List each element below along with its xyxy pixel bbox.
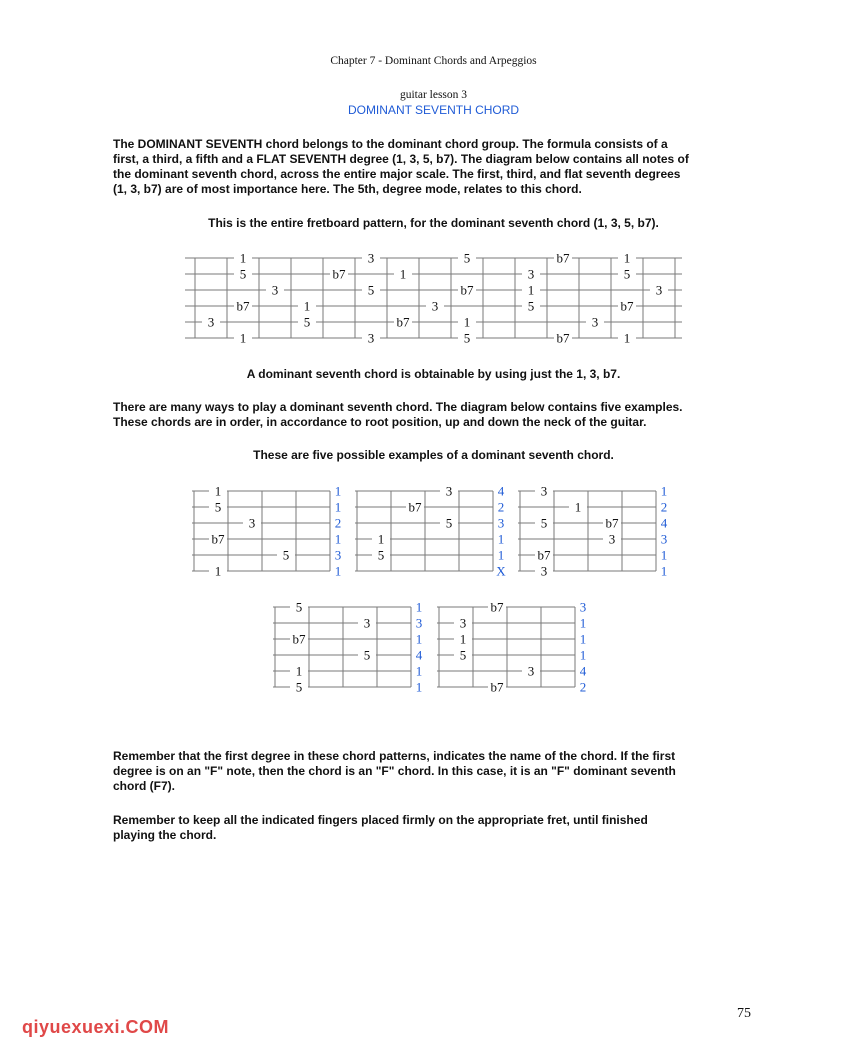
obtainable-note: A dominant seventh chord is obtainable by using just the 1, 3, b7.	[246, 367, 621, 381]
chord-note: 5	[459, 647, 467, 663]
chord-note: 5	[214, 499, 222, 515]
chord-note: 3	[459, 615, 467, 631]
finger-number: 3	[579, 599, 587, 615]
fretboard-note: b7	[620, 298, 634, 314]
chord-note: 1	[295, 663, 303, 679]
finger-number: 1	[497, 547, 505, 563]
fretboard-note: 3	[207, 314, 215, 330]
intro-line: first, a third, a fifth and a FLAT SEVENTH degree (1, 3, 5, b7). The diagram below contains all notes of	[113, 152, 689, 166]
chord-note: 1	[377, 531, 385, 547]
finger-number: X	[496, 563, 506, 579]
chord-note: b7	[292, 631, 306, 647]
finger-number: 1	[415, 663, 423, 679]
chapter-header: Chapter 7 - Dominant Chords and Arpeggios	[330, 55, 537, 67]
intro-line: (1, 3, b7) are of most importance here. The 5th, degree mode, relates to this chord.	[113, 182, 582, 196]
finger-number: 1	[334, 531, 342, 547]
chord-note: 5	[540, 515, 548, 531]
fretboard-pattern	[185, 251, 682, 346]
fretboard-note: 3	[591, 314, 599, 330]
examples-caption: These are five possible examples of a dominant seventh chord.	[253, 448, 614, 462]
finger-number: 3	[415, 615, 423, 631]
chord-diagram	[355, 484, 506, 579]
watermark: qiyuexuexi.COM	[22, 1017, 170, 1037]
fretboard-note: 1	[239, 330, 247, 346]
chord-note: 1	[214, 483, 222, 499]
fretboard-note: 5	[527, 298, 535, 314]
finger-number: 2	[660, 499, 668, 515]
ways-line: These chords are in order, in accordance to root position, up and down the neck of the guitar.	[113, 415, 647, 429]
finger-number: 1	[415, 631, 423, 647]
finger-number: 2	[497, 499, 505, 515]
remember-line: degree is on an "F" note, then the chord is an "F" chord. In this case, it is an "F" dominant seventh	[113, 764, 676, 778]
finger-number: 4	[415, 647, 423, 663]
chord-note: 3	[540, 563, 548, 579]
lesson-label: guitar lesson 3	[399, 89, 468, 101]
fretboard-note: 1	[623, 250, 631, 266]
fretboard-note: 3	[431, 298, 439, 314]
chord-note: 3	[248, 515, 256, 531]
fretboard-note: b7	[332, 266, 346, 282]
fretboard-caption: This is the entire fretboard pattern, for the dominant seventh chord (1, 3, 5, b7).	[208, 216, 659, 230]
chord-note: b7	[490, 679, 504, 695]
finger-number: 1	[334, 563, 342, 579]
finger-number: 1	[334, 483, 342, 499]
finger-number: 1	[660, 563, 668, 579]
fretboard-note: 3	[655, 282, 663, 298]
finger-number: 4	[579, 663, 587, 679]
chord-note: 5	[295, 679, 303, 695]
chord-note: 1	[459, 631, 467, 647]
chord-note: b7	[537, 547, 551, 563]
finger-number: 1	[497, 531, 505, 547]
finger-number: 3	[660, 531, 668, 547]
remember-line: playing the chord.	[113, 828, 217, 842]
chord-note: 5	[377, 547, 385, 563]
fretboard-note: 1	[527, 282, 535, 298]
fretboard-note: 5	[463, 330, 471, 346]
finger-number: 4	[660, 515, 668, 531]
remember-line: Remember to keep all the indicated fingers placed firmly on the appropriate fret, until finished	[113, 813, 648, 827]
chord-note: 5	[363, 647, 371, 663]
finger-number: 1	[415, 679, 423, 695]
chord-note: 5	[445, 515, 453, 531]
fretboard-note: 5	[303, 314, 311, 330]
remember-line: chord (F7).	[113, 779, 175, 793]
fretboard-note: 1	[303, 298, 311, 314]
lesson-title: DOMINANT SEVENTH CHORD	[347, 103, 520, 117]
chord-diagram	[437, 600, 587, 695]
chord-note: 1	[214, 563, 222, 579]
intro-line: The DOMINANT SEVENTH chord belongs to the dominant chord group. The formula consists of a	[113, 137, 668, 151]
fretboard-note: 3	[271, 282, 279, 298]
finger-number: 1	[415, 599, 423, 615]
chord-note: 5	[282, 547, 290, 563]
finger-number: 1	[579, 647, 587, 663]
chord-note: 1	[574, 499, 582, 515]
fretboard-note: 5	[239, 266, 247, 282]
remember-line: Remember that the first degree in these chord patterns, indicates the name of the chord. If the first	[113, 749, 676, 763]
fretboard-note: 3	[367, 330, 375, 346]
fretboard-note: b7	[556, 250, 570, 266]
fretboard-note: 5	[623, 266, 631, 282]
finger-number: 1	[660, 547, 668, 563]
fretboard-note: 1	[399, 266, 407, 282]
finger-number: 3	[334, 547, 342, 563]
fretboard-note: 5	[367, 282, 375, 298]
chord-note: b7	[605, 515, 619, 531]
fretboard-note: 1	[463, 314, 471, 330]
chord-note: 3	[540, 483, 548, 499]
finger-number: 1	[660, 483, 668, 499]
fretboard-note: b7	[396, 314, 410, 330]
chord-note: b7	[211, 531, 225, 547]
fretboard-note: b7	[236, 298, 250, 314]
finger-number: 1	[579, 631, 587, 647]
chord-note: 5	[295, 599, 303, 615]
fretboard-note: 1	[623, 330, 631, 346]
chord-note: 3	[363, 615, 371, 631]
finger-number: 3	[497, 515, 505, 531]
ways-line: There are many ways to play a dominant seventh chord. The diagram below contains five examples.	[113, 400, 683, 414]
finger-number: 1	[579, 615, 587, 631]
chord-note: 3	[527, 663, 535, 679]
fretboard-note: 1	[239, 250, 247, 266]
chord-diagram	[192, 484, 341, 579]
finger-number: 2	[334, 515, 342, 531]
chord-diagram	[273, 600, 423, 695]
chord-note: 3	[445, 483, 453, 499]
intro-line: the dominant seventh chord, across the entire major scale. The first, third, and flat seventh degrees	[113, 167, 681, 181]
finger-number: 4	[497, 483, 505, 499]
fretboard-note: 3	[367, 250, 375, 266]
page-number: 75	[737, 1006, 751, 1021]
chord-diagram	[518, 484, 668, 579]
fretboard-note: b7	[556, 330, 570, 346]
chord-note: b7	[408, 499, 422, 515]
fretboard-note: b7	[460, 282, 474, 298]
fretboard-note: 5	[463, 250, 471, 266]
finger-number: 2	[579, 679, 587, 695]
chord-note: 3	[608, 531, 616, 547]
finger-number: 1	[334, 499, 342, 515]
fretboard-note: 3	[527, 266, 535, 282]
chord-note: b7	[490, 599, 504, 615]
